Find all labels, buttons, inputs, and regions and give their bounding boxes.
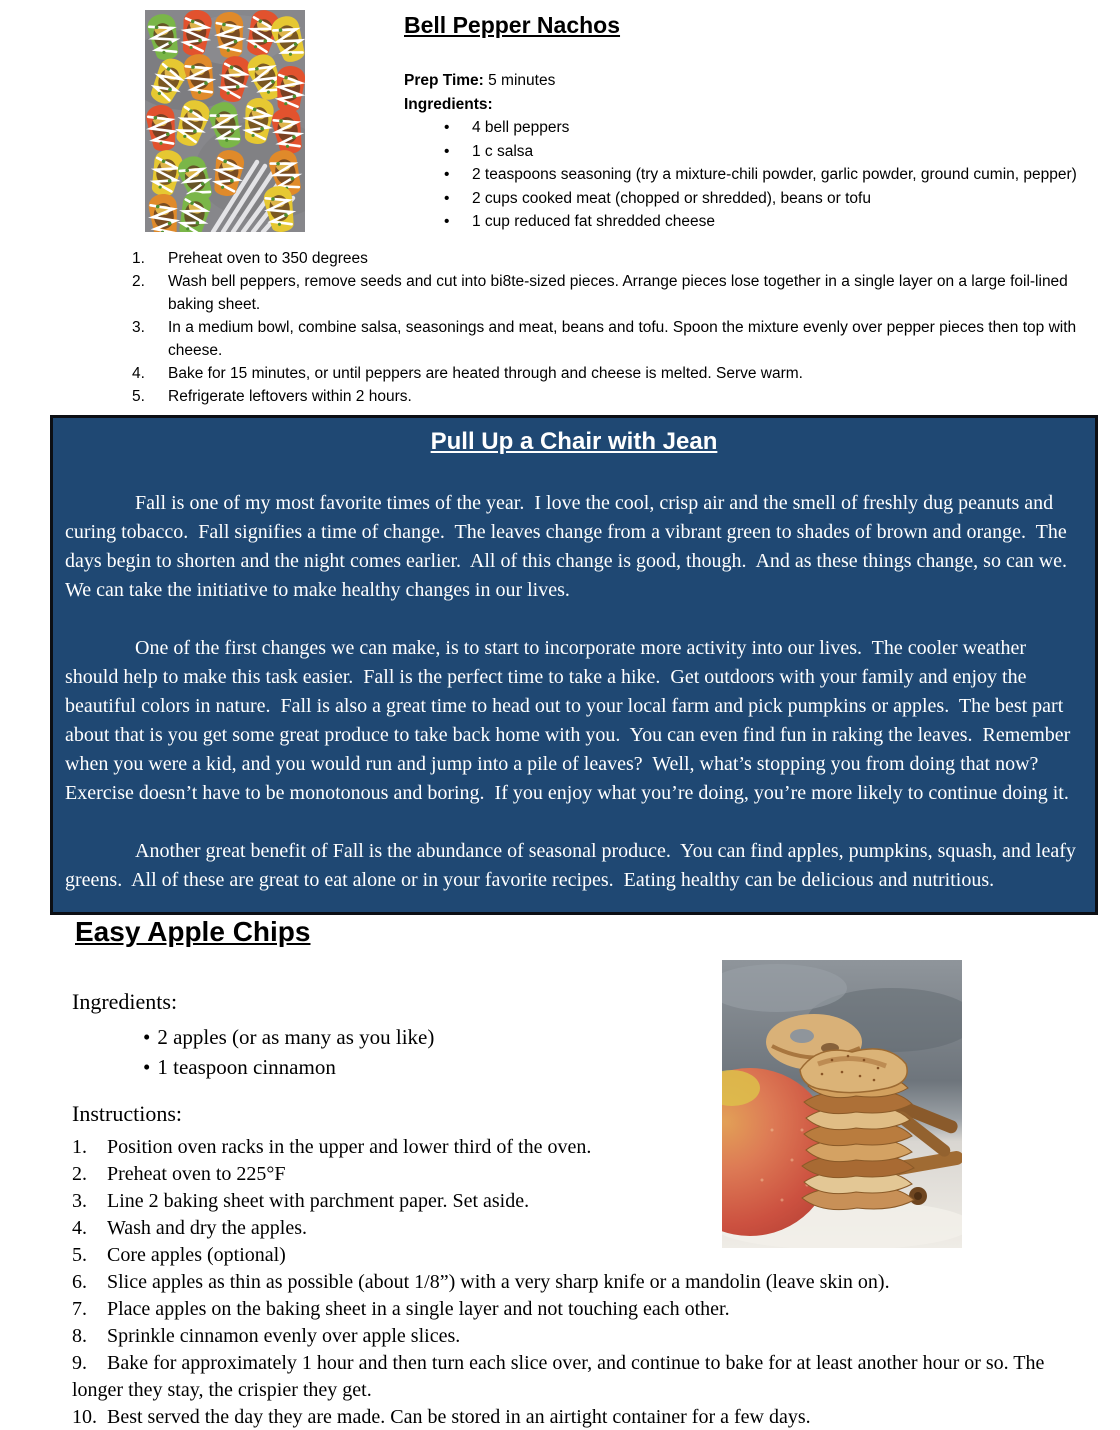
bell-pepper-ingredient-item [404,163,1100,187]
apple-chips-step [72,1215,1098,1242]
step-number: 1. [72,1136,87,1158]
bell-pepper-recipe-header [404,12,1100,234]
step-number: 3. [132,319,145,336]
apple-chips-recipe-body [72,988,1098,1430]
step-text: Best served the day they are made. Can be stored in an airtight container for a few days. [107,1406,811,1428]
bullet-icon: • [444,119,450,136]
step-number: 1. [132,250,145,267]
bell-pepper-step [132,270,1094,316]
apple-chips-step [72,1134,1098,1161]
step-number: 8. [72,1325,87,1347]
ingredient-text: 1 c salsa [472,142,534,160]
bell-pepper-ingredient-item [404,116,1100,140]
step-text: Core apples (optional) [107,1244,286,1266]
ingredient-text: 2 cups cooked meat (chopped or shredded), beans or tofu [472,189,871,207]
bell-pepper-recipe-title: Bell Pepper Nachos [404,12,621,38]
apple-chips-steps-list [72,1134,1098,1430]
bullet-icon: • [444,189,450,207]
apple-chips-step [72,1323,1098,1350]
bell-pepper-ingredient-item [404,140,1100,164]
ingredient-text: 4 bell peppers [472,119,570,136]
step-text: Place apples on the baking sheet in a single layer and not touching each other. [107,1298,730,1320]
article-paragraph: One of the first changes we can make, is to start to incorporate more activity into our lives. The cooler weather should help to make this task easier. Fall is the perfect time to take a hike. Get outdoors with your family and enjoy the beautiful colors in nature. Fall is also a great time to head out to your local farm and pick pumpkins or apples. The best part about that is you get some great produce to take back home with you. You can even find fun in raking the leaves. Remember when you were a kid, and you would run and jump into a pile of leaves? Well, what’s stopping you from doing that now? Exercise doesn’t have to be monotonous and boring. If you enjoy what you’re doing, you’re more likely to continue doing it. [65,637,1076,804]
bell-pepper-steps-list [132,247,1094,408]
apple-chips-step [72,1269,1098,1296]
step-text: Bake for approximately 1 hour and then turn each slice over, and continue to bake for at least another hour or so. The longer they stay, the crispier they get. [72,1352,1045,1401]
step-number: 2. [72,1163,87,1185]
step-text: Bake for 15 minutes, or until peppers are heated through and cheese is melted. Serve warm. [168,365,803,382]
bullet-icon: • [143,1055,151,1079]
prep-time-value: 5 minutes [483,72,556,89]
article-paragraphs [65,489,1083,895]
step-number: 10. [72,1406,97,1428]
bell-pepper-step [132,362,1094,385]
apple-chips-step [72,1404,1098,1430]
apple-chips-recipe-title: Easy Apple Chips [75,916,311,947]
step-number: 9. [72,1352,87,1374]
apple-chips-ingredient-list [72,1022,1098,1082]
ingredient-text: 2 teaspoons seasoning (try a mixture-chili powder, garlic powder, ground cumin, pepper) [472,166,1077,183]
step-number: 6. [72,1271,87,1293]
step-number: 5. [132,388,145,405]
bell-pepper-nachos-illustration [145,10,305,232]
article-paragraph: Another great benefit of Fall is the abundance of seasonal produce. You can find apples, pumpkins, squash, and leafy greens. All of these are great to eat alone or in your favorite recipes. Eating healthy can be delicious and nutritious. [65,840,1081,891]
apple-chips-step [72,1350,1098,1404]
step-number: 4. [132,365,145,382]
step-text: In a medium bowl, combine salsa, seasonings and meat, beans and tofu. Spoon the mixture evenly over pepper pieces then top with cheese. [168,319,1077,359]
bell-pepper-step [132,247,1094,270]
step-text: Wash and dry the apples. [107,1217,307,1239]
step-number: 3. [72,1190,87,1212]
step-text: Refrigerate leftovers within 2 hours. [168,388,412,405]
step-number: 2. [132,273,145,290]
bullet-icon: • [444,166,450,183]
apple-chips-ingredient-item [72,1022,1098,1052]
apple-chips-step [72,1242,1098,1269]
article-title: Pull Up a Chair with Jean [430,428,718,455]
step-text: Sprinkle cinnamon evenly over apple slices. [107,1325,461,1347]
bell-pepper-nachos-photo [145,10,305,232]
bullet-icon: • [444,213,450,230]
step-text: Preheat oven to 350 degrees [168,250,368,267]
ingredient-text: 1 teaspoon cinnamon [157,1055,336,1079]
step-text: Wash bell peppers, remove seeds and cut into bi8te-sized pieces. Arrange pieces lose together in a single layer on a large foil-lined baking sheet. [168,273,1068,313]
step-text: Line 2 baking sheet with parchment paper. Set aside. [107,1190,530,1212]
apple-chips-step [72,1161,1098,1188]
step-text: Slice apples as thin as possible (about 1/8”) with a very sharp knife or a mandolin (leave skin on). [107,1271,890,1293]
ingredient-text: 1 cup reduced fat shredded cheese [472,213,716,230]
bell-pepper-step [132,316,1094,362]
apple-chips-step [72,1296,1098,1323]
article-paragraph: Fall is one of my most favorite times of the year. I love the cool, crisp air and the smell of freshly dug peanuts and curing tobacco. Fall signifies a time of change. The leaves change from a vibrant green to shades of brown and orange. The days begin to shorten and the night comes earlier. All of this change is good, though. And as these things change, so can we. We can take the initiative to make healthy changes in our lives. [65,492,1077,601]
step-number: 4. [72,1217,87,1239]
bell-pepper-ingredient-item [404,187,1100,211]
bell-pepper-ingredient-list [404,116,1100,234]
ingredient-text: 2 apples (or as many as you like) [157,1025,435,1049]
bullet-icon: • [444,142,450,160]
pull-up-a-chair-article [50,415,1098,915]
step-text: Preheat oven to 225°F [107,1163,286,1185]
step-text: Position oven racks in the upper and lower third of the oven. [107,1136,592,1158]
apple-chips-ingredients-label: Ingredients: [72,989,178,1014]
apple-chips-ingredient-item [72,1052,1098,1082]
bell-pepper-step [132,385,1094,408]
step-number: 5. [72,1244,87,1266]
prep-time-label: Prep Time: [404,72,484,89]
bell-pepper-ingredient-item [404,210,1100,234]
bullet-icon: • [143,1025,151,1049]
step-number: 7. [72,1298,87,1320]
apple-chips-instructions-label: Instructions: [72,1101,182,1126]
bell-pepper-ingredients-label: Ingredients: [404,95,493,113]
prep-time-line [404,69,1100,93]
apple-chips-step [72,1188,1098,1215]
